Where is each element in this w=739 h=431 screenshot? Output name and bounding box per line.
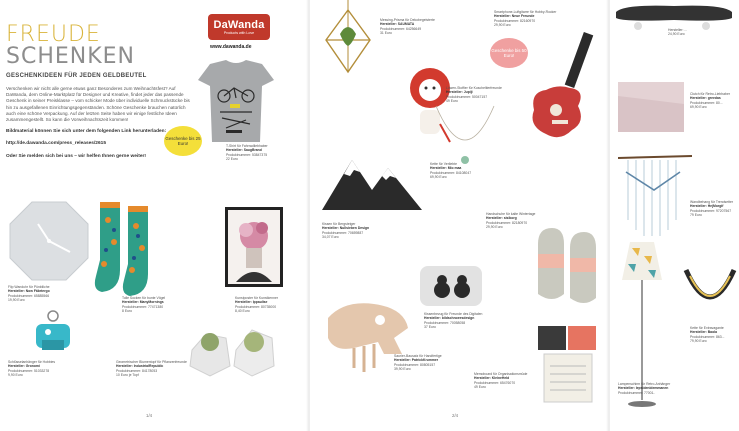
title-line-2: SCHENKEN <box>6 44 136 69</box>
page-number-2: 2/4 <box>452 413 459 418</box>
download-link[interactable]: http://de.dawanda.com/press_releases/2615 <box>6 141 106 147</box>
clutch-caption: Clutch für Retro-Liebhaber Hersteller: greedas Produktnummer: 80... 69,90 Euro <box>690 92 730 110</box>
mittens-image <box>532 224 602 308</box>
planter-image <box>186 320 278 380</box>
download-heading: Bildmaterial können Sie sich unter dem folgenden Link herunterladen: <box>6 129 167 135</box>
page-two <box>310 0 610 431</box>
memoboard-image <box>536 322 600 406</box>
page-number-1: 1/4 <box>146 413 153 418</box>
memoboard-caption: Memoboard für Organisationsmüde Hersteller: KleineHeld Produktnummer: 65476070 49 Euro <box>474 372 528 390</box>
title-line-1: FREUDE <box>6 22 101 47</box>
logo-name: DaWanda <box>213 19 265 31</box>
collar-caption: Kette für Extravagante Hersteller: Baola Produktnummer: 863... 79,90 Euro <box>690 326 725 344</box>
socks-image <box>92 200 162 300</box>
skateboard-caption: Hersteller: ... 24,90 Euro <box>668 28 688 37</box>
pears-pillow-caption: Kissenbezug für Freunde des Digitalen Hersteller: bildschnoeesdesign Produktnummer: 70058058 37 Euro <box>424 312 483 330</box>
guitar-caption: Smartphone-Luftgitarre für Hobby-Rocker Hersteller: Neue Freunde Produktnummer: 82160970 29,90 Euro <box>494 10 557 28</box>
dawanda-logo <box>208 14 270 40</box>
mountain-pillow-caption: Kissen für Bergsteiger Hersteller: Nullsieben Design Produktnummer: 70659887 34,07 Euro <box>322 222 370 240</box>
necklace-caption: Kette für Verliebte Hersteller: Mio maa Produktnummer: 84108047 69,90 Euro <box>430 162 472 180</box>
badge-under-50: Geschenke bis 50 Euro! <box>490 38 528 68</box>
macrame-image <box>618 150 692 240</box>
clutch-image <box>616 78 686 136</box>
dino-caption: Saurier-Bausatz für Handfertige Hersteller: PatrickKrummer Produktnummer: 80805157 39,90 Euro <box>394 354 442 372</box>
mittens-caption: Handschuhe für kalte Wintertage Hersteller: sisikorg Produktnummer: 82180970 29,90 Euro <box>486 212 536 230</box>
badge-under-25: Geschenke bis 25 Euro! <box>164 126 202 156</box>
logo-tagline: Products with Love <box>223 31 255 35</box>
prism-caption: Messing-Prisma für Dekobegeisterte Hersteller: SAUMATA Produktnummer: 64256649 31 Euro <box>380 18 435 36</box>
keychain-caption: Schlüsselanhänger für Hobbies Hersteller: Gronomi Produktnummer: 51033278 9,90 Euro <box>8 360 56 378</box>
tshirt-caption: T-Shirt für Fahrradliebhaber Hersteller: SaugBrand Produktnummer: 53847375 22 Euro <box>226 144 268 162</box>
subtitle: GESCHENKIDEEN FÜR JEDEN GELDBEUTEL <box>6 73 147 79</box>
macrame-caption: Wandbehang für Trendsetter Hersteller: HejMorgif Produktnummer: 97207567 79 Euro <box>690 200 734 218</box>
page-three <box>610 0 739 431</box>
keychain-image <box>30 310 76 356</box>
logo-url[interactable]: www.dawanda.de <box>210 44 252 50</box>
poster-image <box>225 207 283 287</box>
tshirt-image <box>196 58 276 144</box>
intro-paragraph: Verschenken wir nicht alle gerne etwas ganz Besonderes zum Weihnachtsfest? Auf DaWanda, dem Online-Marktplatz für Designer und Kreative, findet jeder das passende Geschenk in seiner Preisklasse – vom schicker Mode über individuelle Schmuckstücke bis hin zu ausgefallenen Einrichtungsgegenständen. Schöne Geschenke brauchen natürlich auch eine schöne Verpackung. Auf der letzten Seite haben wir einige festliche Ideen zusammengestellt. So kann die Vorweihnachtszeit kommen! <box>6 86 190 123</box>
page-one <box>0 0 310 431</box>
lamp-caption: Lampenschirm für Retro-Anhänger Hersteller: lepsidenidemmanen Produktnummer: 77001.. <box>618 382 671 395</box>
socks-caption: Tolle Socken für bunte Vögel Hersteller: ManyMornings Produktnummer: 77471380 8 Euro <box>122 296 166 314</box>
lion-caption: Löwen-Stoffier für Kuscheltierfreunde Hersteller: Jupiji Produktnummer: 50047157 49 Euro <box>446 86 502 104</box>
contact-line: Oder Sie melden sich bei uns – wir helfen Ihnen gerne weiter! <box>6 153 146 159</box>
pears-pillow-image <box>418 264 484 308</box>
guitar-image <box>520 30 610 150</box>
collar-necklace-image <box>682 264 738 324</box>
clock-image <box>8 200 90 282</box>
poster-caption: Kunstposter für Kunstkenner Hersteller: Ippaulise Produktnummer: 80735000 8,40 Euro <box>235 296 278 314</box>
planter-caption: Geometrischer Blumentopf für Pflanzenfreunde Hersteller: IndustrialRepublic Produktnummer: 84178053 10 Euro je Topf <box>116 360 187 378</box>
prism-hanger-image <box>318 0 378 80</box>
mountain-pillow-image <box>322 150 422 212</box>
clock-caption: Flip Wanduhr für Pünktliche Hersteller: Now Fäbrtergo Produktnummer: 65885566 19,90 Euro <box>8 285 50 303</box>
